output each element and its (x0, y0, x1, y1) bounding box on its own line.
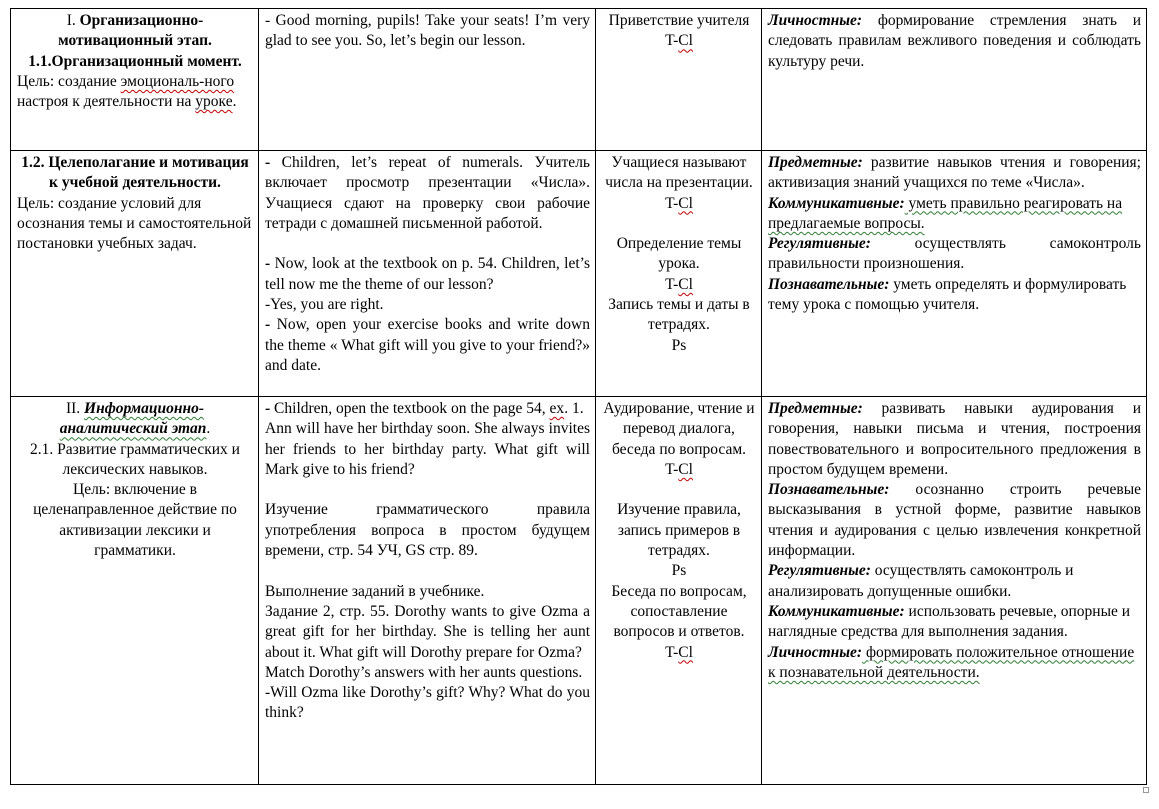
teacher-text: Ann will have her birthday soon. She always invites her friends to her birthday party. What gift will Mark give to his friend? (265, 420, 590, 478)
teacher-text: -Yes, you are right. (265, 296, 384, 314)
results-cell (762, 151, 1147, 397)
table-end-marker (1143, 787, 1149, 793)
result-personal: Личностные: формировать положительное отношение к познавательной деятельности. (768, 643, 1135, 681)
activity-text: Изучение правила, запись примеров в тетрадях. (617, 501, 741, 560)
activity-cell (596, 397, 762, 785)
stage-subtitle: 1.1.Организационный момент. (28, 52, 242, 70)
activity-text: Беседа по вопросам, сопоставление вопросов и ответов. (611, 582, 747, 641)
result-cognitive: Познавательные: осознанно строить речевые высказывания в устной форме, развитие навыков чтения и аудирования с целью извлечения конкретной информации. (768, 481, 1141, 560)
interaction-mode: T-Cl (665, 460, 693, 478)
activity-cell (596, 9, 762, 151)
teacher-text: - Now, open your exercise books and write down the theme « What gift will you give to your friend?» and date. (265, 316, 590, 374)
interaction-mode: T-Cl (665, 194, 693, 212)
result-cognitive: Познавательные: уметь определять и формулировать тему урока с помощью учителя. (768, 275, 1127, 314)
teacher-text: - Good morning, pupils! Take your seats! I’m very glad to see you. So, let’s begin our lesson. (265, 12, 590, 50)
activity-cell (596, 151, 762, 397)
result-communicative: Коммуникативные: уметь правильно реагировать на предлагаемые вопросы. (768, 194, 1123, 232)
result-regulatory: Регулятивные: осуществлять самоконтроль и анализировать допущенные ошибки. (768, 562, 1074, 600)
stage-goal: Цель: создание условий для осознания темы и самостоятельной постановки учебных задач. (17, 194, 252, 253)
result-communicative: Коммуникативные: использовать речевые, опорные и наглядные средства для выполнения задания. (768, 602, 1131, 641)
results-cell (762, 397, 1147, 785)
table-row (11, 151, 1147, 397)
results-cell (762, 9, 1147, 151)
activity-text: Запись темы и даты в тетрадях. (608, 296, 750, 334)
teacher-cell (259, 151, 596, 397)
interaction-mode: T-Cl (665, 275, 693, 293)
teacher-text: Выполнение заданий в учебнике. (265, 582, 485, 600)
interaction-mode: Ps (671, 562, 687, 580)
teacher-text: - Children, open the textbook on the page 54, ex. 1. (265, 400, 584, 417)
teacher-cell (259, 9, 596, 151)
stage-goal: Цель: включение в целенаправленное действие по активизации лексики и грамматики. (33, 481, 237, 560)
table-row (11, 9, 1147, 151)
teacher-text: - Now, look at the textbook on p. 54. Children, let’s tell now me the theme of our lesson? (265, 255, 590, 293)
result-personal: Личностные: формирование стремления знать и следовать правилам вежливого поведения и соблюдать культуру речи. (768, 12, 1141, 70)
result-subject: Предметные: развивать навыки аудирования и говорения, навыки письма и чтения, построения повествовательного и вопросительного предложения в простом будущем времени. (768, 400, 1141, 478)
lesson-plan-table (10, 8, 1147, 785)
activity-text: Учащиеся называют числа на презентации. (605, 154, 753, 192)
stage-cell (11, 397, 259, 785)
stage-subtitle: 2.1. Развитие грамматических и лексических навыков. (30, 440, 240, 478)
activity-text: Аудирование, чтение и перевод диалога, беседа по вопросам. (603, 400, 755, 458)
teacher-text: Match Dorothy’s answers with her aunts questions. (265, 663, 583, 681)
activity-text: Определение темы урока. (616, 235, 742, 273)
stage-cell (11, 151, 259, 397)
teacher-text: - Children, let’s repeat of numerals. Учитель включает просмотр презентации «Числа». Учащиеся сдают на проверку свои рабочие тетради с домашней письменной работой. (265, 154, 590, 232)
stage-goal: Цель: создание эмоциональ-ного настроя к деятельности на уроке. (17, 72, 237, 111)
teacher-cell (259, 397, 596, 785)
teacher-text: Задание 2, стр. 55. Dorothy wants to give Ozma a great gift for her birthday. She is telling her aunt about it. What gift will Dorothy prepare for Ozma? (265, 602, 590, 661)
stage-title: I. Организационно-мотивационный этап. (58, 12, 212, 50)
result-regulatory: Регулятивные: осуществлять самоконтроль правильности произношения. (768, 235, 1141, 273)
stage-title: II. Информационно-аналитический этап. (59, 400, 211, 438)
stage-cell (11, 9, 259, 151)
result-subject: Предметные: развитие навыков чтения и говорения; активизация знаний учащихся по теме «Числа». (768, 154, 1141, 192)
interaction-mode: T-Cl (665, 32, 693, 50)
interaction-mode: Ps (671, 336, 687, 354)
teacher-text: -Will Ozma like Dorothy’s gift? Why? What do you think? (265, 684, 590, 722)
stage-title: 1.2. Целеполагание и мотивация к учебной деятельности. (21, 154, 249, 192)
activity-text: Приветствие учителя (608, 12, 750, 29)
interaction-mode: T-Cl (665, 643, 693, 661)
teacher-text: Изучение грамматического правила употребления вопроса в простом будущем времени, стр. 54 УЧ, GS стр. 89. (265, 501, 590, 560)
table-row (11, 397, 1147, 785)
